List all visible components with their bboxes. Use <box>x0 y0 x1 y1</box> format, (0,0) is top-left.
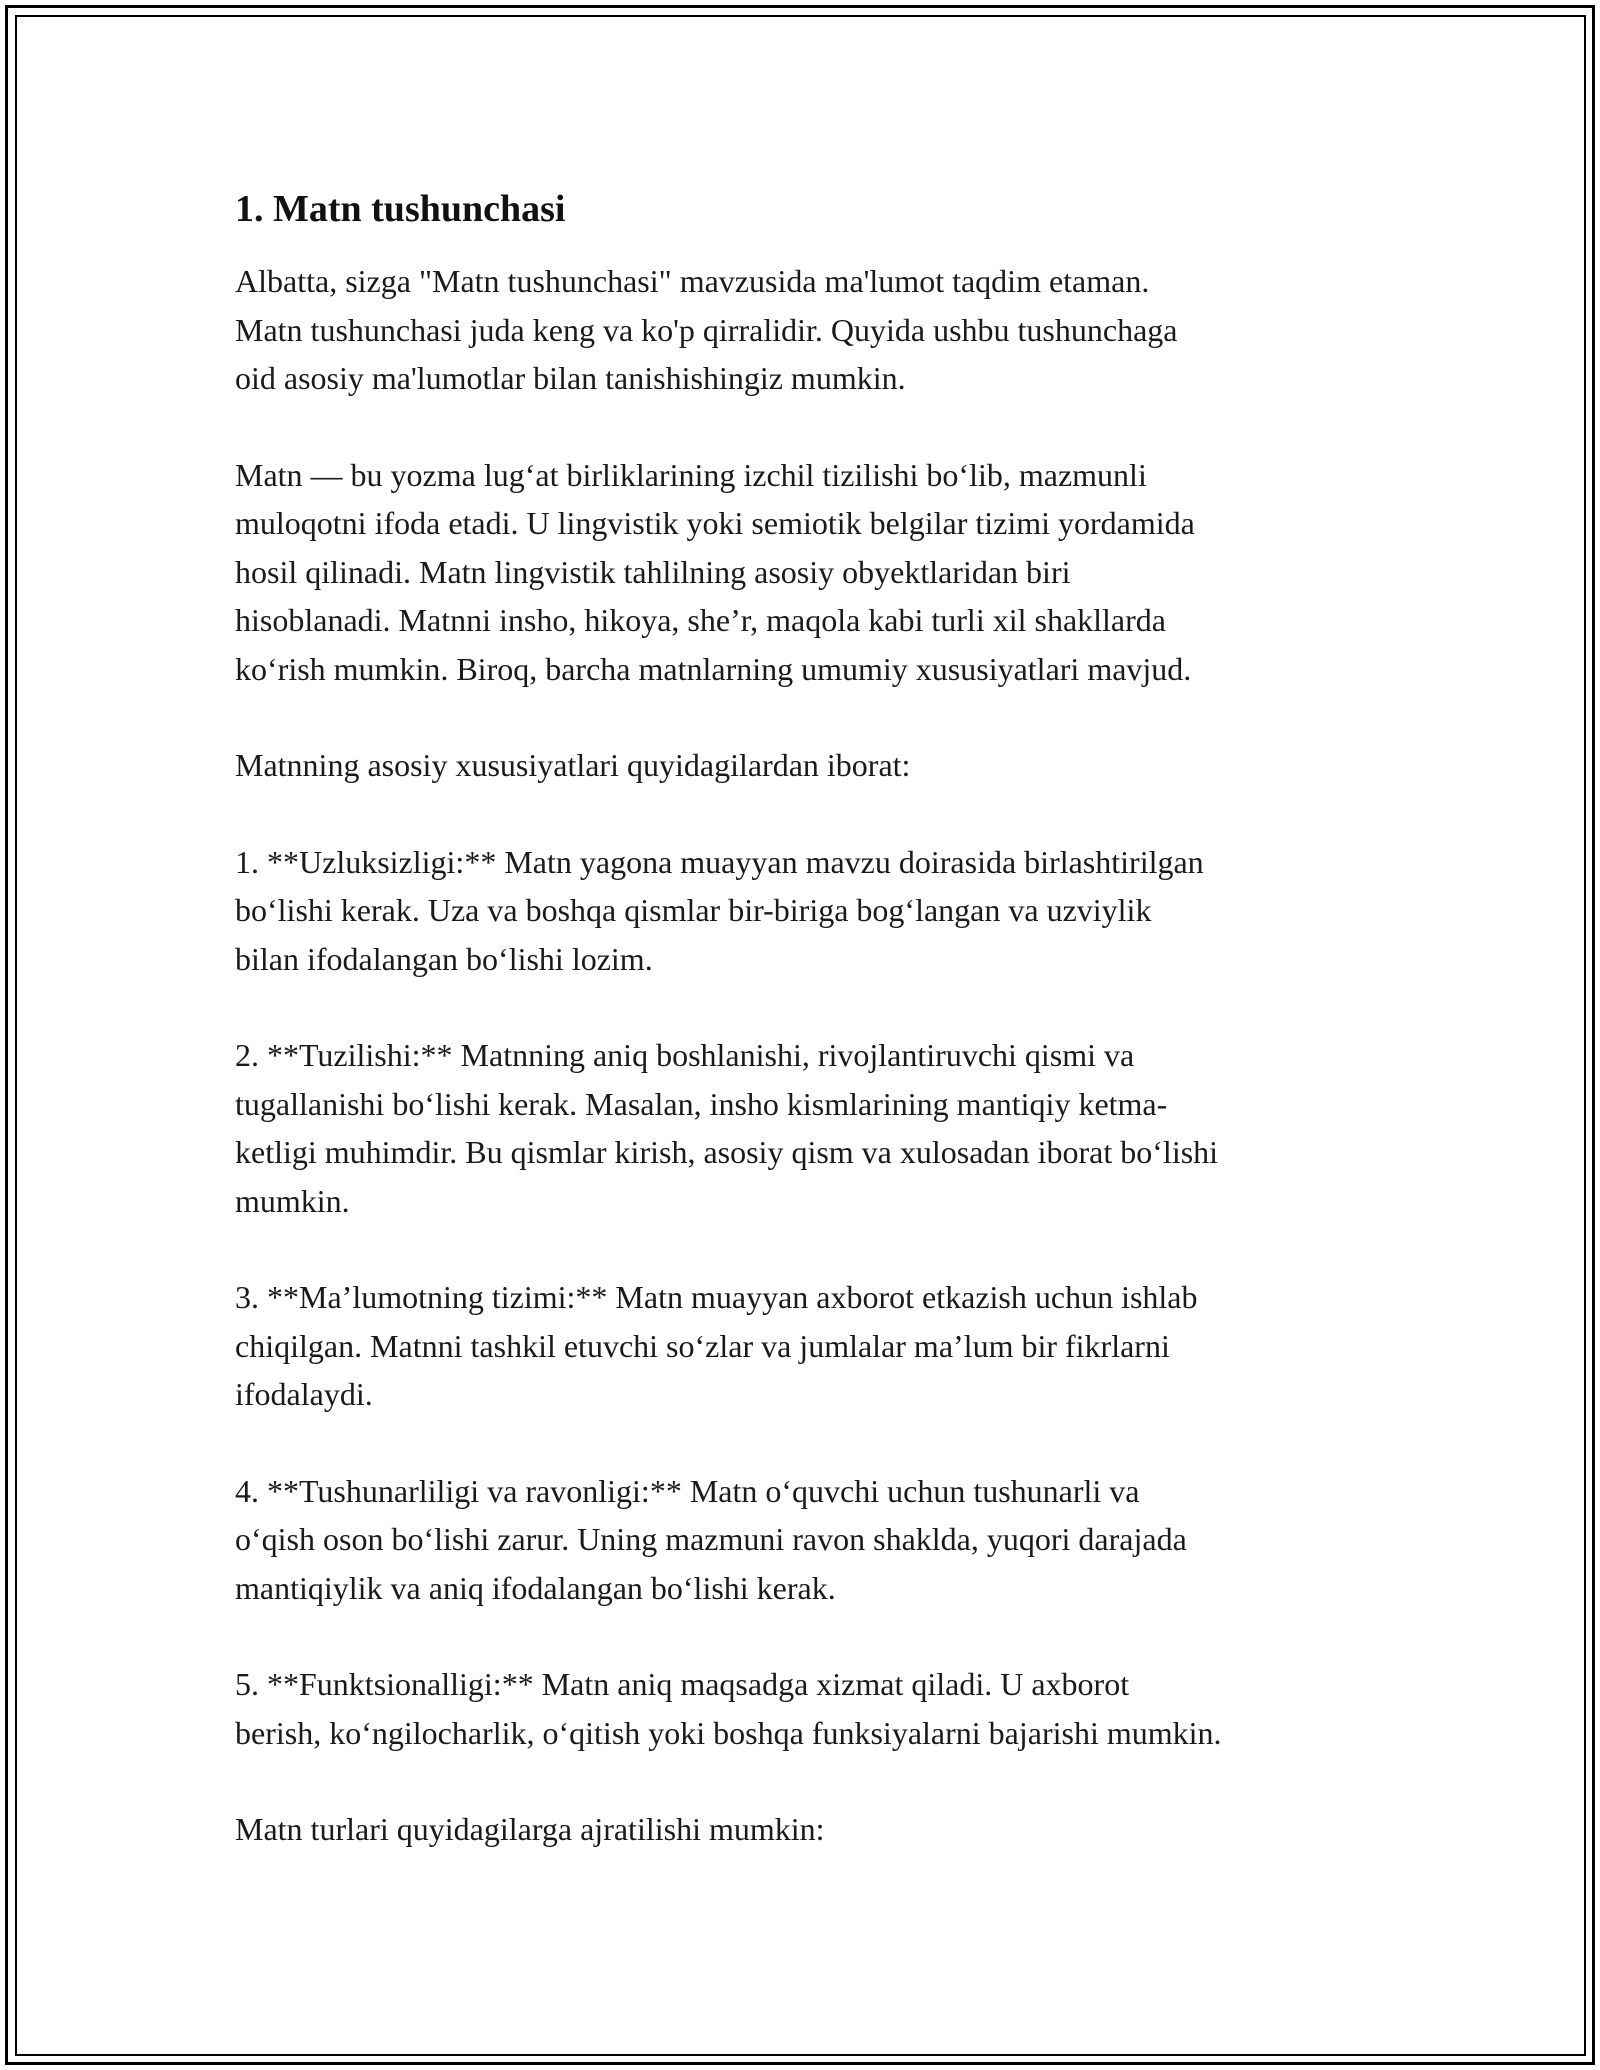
text-line: hosil qilinadi. Matn lingvistik tahlilning asosiy obyektlaridan biri <box>235 553 1071 590</box>
text-line: 3. **Ma’lumotning tizimi:** Matn muayyan axborot etkazish uchun ishlab <box>235 1279 1198 1315</box>
text-line: 2. **Tuzilishi:** Matnning aniq boshlanishi, rivojlantiruvchi qismi va <box>235 1037 1135 1073</box>
text-line: Matn — bu yozma lug‘at birliklarining izchil tizilishi bo‘lib, mazmunli <box>235 456 1147 493</box>
text-line: 1. **Uzluksizligi:** Matn yagona muayyan mavzu doirasida birlashtirilgan <box>235 843 1204 880</box>
text-line: 5. **Funktsionalligi:** Matn aniq maqsadga xizmat qiladi. U axborot <box>235 1666 1130 1702</box>
paragraph <box>235 1031 1380 1225</box>
text-line: hisoblanadi. Matnni insho, hikoya, she’r, maqola kabi turli xil shakllarda <box>235 602 1166 638</box>
text-line: ifodalaydi. <box>235 1376 373 1412</box>
text-line: tugallanishi bo‘lishi kerak. Masalan, insho kismlarining mantiqiy ketma- <box>235 1085 1168 1122</box>
text-line: Matn turlari quyidagilarga ajratilishi mumkin: <box>235 1811 825 1847</box>
text-line: bilan ifodalangan bo‘lishi lozim. <box>235 940 653 977</box>
paragraph <box>235 838 1380 984</box>
text-line: berish, ko‘ngilocharlik, o‘qitish yoki boshqa funksiyalarni bajarishi mumkin. <box>235 1714 1222 1751</box>
text-line: chiqilgan. Matnni tashkil etuvchi so‘zlar va jumlalar ma’lum bir fikrlarni <box>235 1327 1170 1364</box>
text-line: 4. **Tushunarliligi va ravonligi:** Matn o‘quvchi uchun tushunarli va <box>235 1472 1140 1509</box>
text-line: oid asosiy ma'lumotlar bilan tanishishingiz mumkin. <box>235 360 906 396</box>
paragraph <box>235 1805 1380 1854</box>
paragraph <box>235 257 1380 403</box>
paragraph <box>235 741 1380 790</box>
paragraph <box>235 451 1380 694</box>
paragraph <box>235 1660 1380 1757</box>
text-line: o‘qish oson bo‘lishi zarur. Uning mazmuni ravon shaklda, yuqori darajada <box>235 1521 1187 1557</box>
text-line: ketligi muhimdir. Bu qismlar kirish, asosiy qism va xulosadan iborat bo‘lishi <box>235 1134 1219 1170</box>
document-body <box>235 185 1380 1902</box>
text-line: mantiqiylik va aniq ifodalangan bo‘lishi kerak. <box>235 1569 836 1606</box>
text-line: mumkin. <box>235 1182 350 1219</box>
text-line: Matnning asosiy xususiyatlari quyidagilardan iborat: <box>235 747 911 783</box>
text-line: Albatta, sizga "Matn tushunchasi" mavzusida ma'lumot taqdim etaman. <box>235 263 1150 299</box>
text-line: ko‘rish mumkin. Biroq, barcha matnlarning umumiy xususiyatlari mavjud. <box>235 650 1192 687</box>
paragraph-list <box>235 257 1380 1854</box>
paragraph <box>235 1273 1380 1419</box>
text-line: muloqotni ifoda etadi. U lingvistik yoki semiotik belgilar tizimi yordamida <box>235 505 1195 541</box>
text-line: bo‘lishi kerak. Uza va boshqa qismlar bir-biriga bog‘langan va uzviylik <box>235 892 1152 928</box>
paragraph <box>235 1467 1380 1613</box>
section-heading: 1. Matn tushunchasi <box>235 188 566 230</box>
text-line: Matn tushunchasi juda keng va ko'p qirralidir. Quyida ushbu tushunchaga <box>235 311 1178 348</box>
